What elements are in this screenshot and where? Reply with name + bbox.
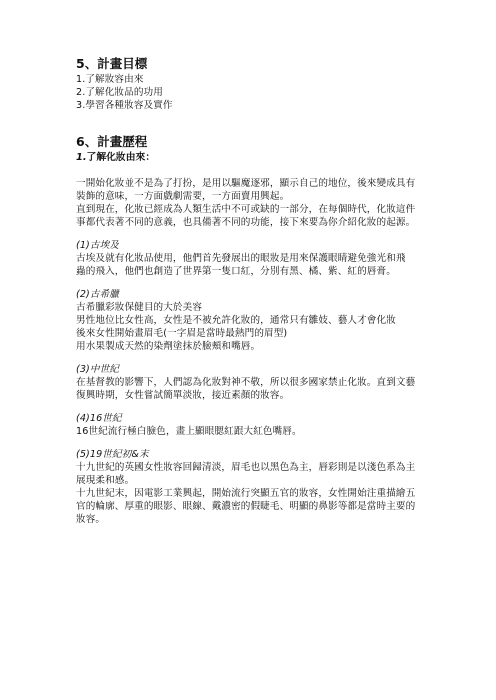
era-title: (4)16世紀: [76, 413, 122, 424]
era-line: 十九世紀末，因電影工業興起，開始流行突顯五官的妝容，女性開始注重描繪五: [76, 488, 416, 499]
intro-line-1: 一開始化妝並不是為了打扮，是用以驅魔逐邪，顯示自己的地位，後來變成具有: [76, 178, 416, 189]
era-title: (5)19世紀初&末: [76, 449, 149, 460]
era-line: 官的輪廓、厚重的眼影、眼線、戴濃密的假睫毛、明顯的鼻影等都是當時主要的: [76, 501, 416, 512]
era-line: 後來女性開始畫眉毛(一字眉是當時最熱門的眉型): [76, 328, 288, 339]
intro-paragraph: [76, 177, 436, 229]
goal-item-3: 3.學習各種妝容及實作: [76, 100, 173, 111]
era-title: (2)古希臘: [76, 289, 119, 300]
era-title: (3)中世紀: [76, 364, 119, 375]
era-line: 16世紀流行極白臉色，畫上顯眼腮紅跟大紅色嘴唇。: [76, 426, 302, 437]
era-line: 男性地位比女性高，女性是不被允許化妝的，通常只有雛妓、藝人才會化妝: [76, 315, 396, 326]
era-19th-century: [76, 448, 436, 526]
era-16th-century: [76, 412, 436, 438]
era-middle-ages: [76, 363, 436, 402]
goal-list: [76, 73, 436, 112]
era-ancient-egypt: [76, 239, 436, 278]
era-line: 用水果製成天然的染劑塗抹於臉頰和嘴唇。: [76, 341, 261, 352]
era-line: 復興時期，女性嘗試簡單淡妝，接近素顏的妝容。: [76, 390, 290, 401]
section-6-heading: 6、計畫歷程: [76, 134, 148, 149]
intro-line-3: 直到現在，化妝已經成為人類生活中不可或缺的一部分，在每個時代，化妝這件: [76, 204, 416, 215]
document-page: [76, 56, 436, 526]
era-line: 古埃及就有化妝品使用，他們首先發展出的眼妝是用來保護眼睛避免強光和飛: [76, 253, 406, 264]
era-line: 在基督教的影響下，人們認為化妝對神不敬，所以很多國家禁止化妝。直到文藝: [76, 377, 416, 388]
intro-line-4: 事都代表著不同的意義，也具備著不同的功能，接下來要為你介紹化妝的起源。: [76, 217, 416, 228]
section-5-heading: 5、計畫目標: [76, 56, 148, 71]
era-ancient-greece: [76, 288, 436, 353]
era-line: 十九世紀的英國女性妝容回歸清淡，眉毛也以黑色為主，唇彩則是以淺色系為主: [76, 462, 416, 473]
era-line: 展現柔和感。: [76, 475, 135, 486]
subheading-origin: [76, 151, 436, 164]
era-line: 蟲的飛入，他們也創造了世界第一隻口紅，分別有黑、橘、紫、紅的唇膏。: [76, 266, 396, 277]
goal-item-1: 1.了解妝容由來: [76, 74, 144, 85]
era-line: 妝容。: [76, 514, 106, 525]
intro-line-2: 裝飾的意味，一方面戲劇需要，一方面賣用興起。: [76, 191, 290, 202]
era-line: 古希臘彩妝保健目的大於美容: [76, 302, 203, 313]
subheading-number: 1.: [76, 152, 87, 163]
goal-item-2: 2.了解化妝品的功用: [76, 87, 163, 98]
era-title: (1)古埃及: [76, 240, 119, 251]
subheading-text: 了解化妝由來：: [86, 152, 156, 163]
